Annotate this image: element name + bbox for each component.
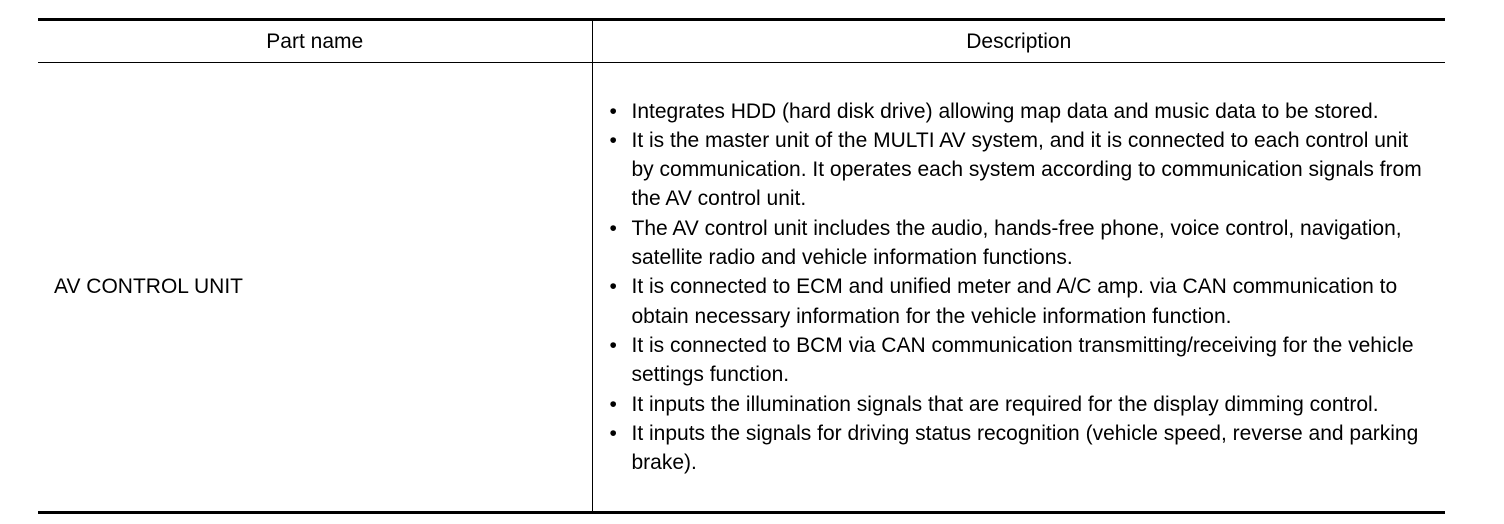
description-item (609, 390, 1436, 419)
description-text: It is connected to ECM and unified meter and A/C amp. via CAN communication to obtain necessary information for the vehicle information function. (631, 275, 1398, 328)
description-cell (592, 63, 1445, 513)
description-text: The AV control unit includes the audio, hands-free phone, voice control, navigation, satellite radio and vehicle information functions. (631, 216, 1402, 270)
description-item (609, 331, 1436, 390)
description-item (609, 214, 1436, 273)
header-row (38, 20, 1445, 63)
bullet-icon: • (609, 216, 617, 240)
description-text: It inputs the signals for driving status recognition (vehicle speed, reverse and parking brake). (631, 421, 1419, 475)
bullet-icon: • (609, 392, 617, 416)
description-text: It inputs the illumination signals that are required for the display dimming control. (631, 392, 1379, 416)
bullet-icon: • (609, 275, 617, 299)
table-body (38, 63, 1445, 513)
description-list (609, 97, 1436, 478)
table-header (38, 20, 1445, 63)
bullet-icon: • (609, 99, 617, 123)
bullet-icon: • (609, 421, 617, 445)
table-row (38, 63, 1445, 513)
header-description: Description (592, 20, 1445, 63)
description-item (609, 419, 1436, 478)
description-item (609, 126, 1436, 214)
bullet-icon: • (609, 128, 617, 152)
description-item (609, 97, 1436, 126)
part-name-cell: AV CONTROL UNIT (38, 63, 592, 513)
bullet-icon: • (609, 333, 617, 357)
header-part-name: Part name (38, 20, 592, 63)
description-item (609, 272, 1436, 331)
description-text: It is connected to BCM via CAN communication transmitting/receiving for the vehicle settings function. (631, 333, 1414, 387)
part-description-table (38, 18, 1445, 514)
description-text: Integrates HDD (hard disk drive) allowing map data and music data to be stored. (631, 99, 1379, 123)
description-text: It is the master unit of the MULTI AV system, and it is connected to each control unit by communication. It operates each system according to communication signals from the AV control unit. (631, 128, 1422, 211)
